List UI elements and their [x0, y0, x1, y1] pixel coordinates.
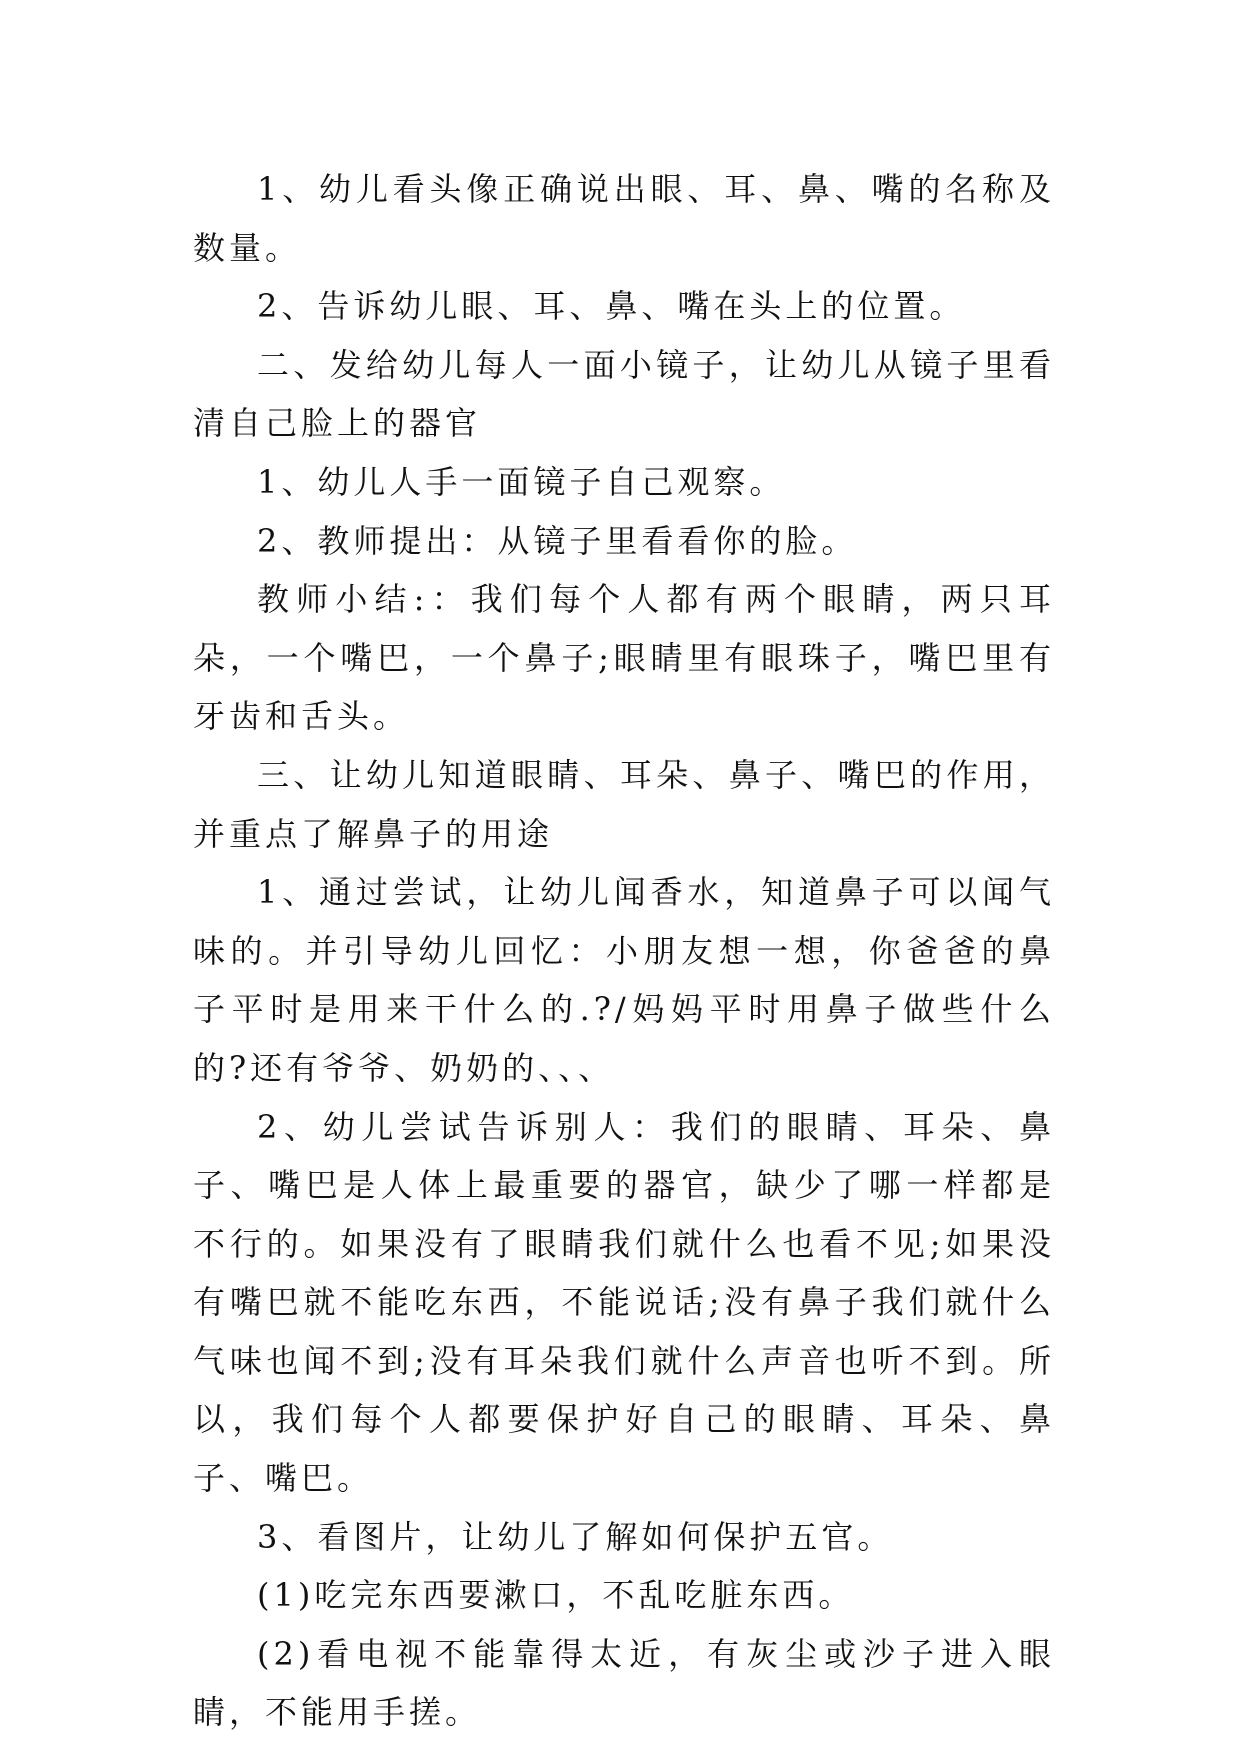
- paragraph-subitem-2-eyes: (2)看电视不能靠得太近，有灰尘或沙子进入眼睛，不能用手搓。: [193, 1634, 1055, 1732]
- section-heading-functions: 三、让幼儿知道眼睛、耳朵、鼻子、嘴巴的作用，并重点了解鼻子的用途: [193, 755, 1055, 853]
- paragraph-teacher-summary: 教师小结:：我们每个人都有两个眼睛，两只耳朵，一个嘴巴，一个鼻子;眼睛里有眼珠子，嘴巴里有牙齿和舌头。: [193, 580, 1055, 736]
- paragraph-subitem-1-mouth: (1)吃完东西要漱口，不乱吃脏东西。: [257, 1576, 855, 1615]
- paragraph-item-2-importance: 2、幼儿尝试告诉别人：我们的眼睛、耳朵、鼻子、嘴巴是人体上最重要的器官，缺少了哪一样都是不行的。如果没有了眼睛我们就什么也看不见;如果没有嘴巴就不能吃东西，不能说话;没有鼻子我们就什么气味也闻不到;没有耳朵我们就什么声音也听不到。所以，我们每个人都要保护好自己的眼睛、耳朵、鼻子、嘴巴。: [193, 1107, 1055, 1498]
- paragraph-item-1-names: 1、幼儿看头像正确说出眼、耳、鼻、嘴的名称及数量。: [193, 170, 1055, 267]
- paragraph-item-1-observe: 1、幼儿人手一面镜子自己观察。: [257, 462, 786, 501]
- paragraph-item-2-positions: 2、告诉幼儿眼、耳、鼻、嘴在头上的位置。: [257, 287, 966, 326]
- paragraph-item-2-teacher: 2、教师提出：从镜子里看看你的脸。: [257, 521, 858, 560]
- section-heading-mirror: 二、发给幼儿每人一面小镜子，让幼儿从镜子里看清自己脸上的器官: [193, 345, 1055, 443]
- paragraph-item-1-smell: 1、通过尝试，让幼儿闻香水，知道鼻子可以闻气味的。并引导幼儿回忆：小朋友想一想，你爸爸的鼻子平时是用来干什么的.?/妈妈平时用鼻子做些什么的?还有爷爷、奶奶的、、、: [193, 873, 1055, 1087]
- document-body: [193, 160, 1055, 1742]
- paragraph-item-3-pictures: 3、看图片，让幼儿了解如何保护五官。: [257, 1517, 894, 1556]
